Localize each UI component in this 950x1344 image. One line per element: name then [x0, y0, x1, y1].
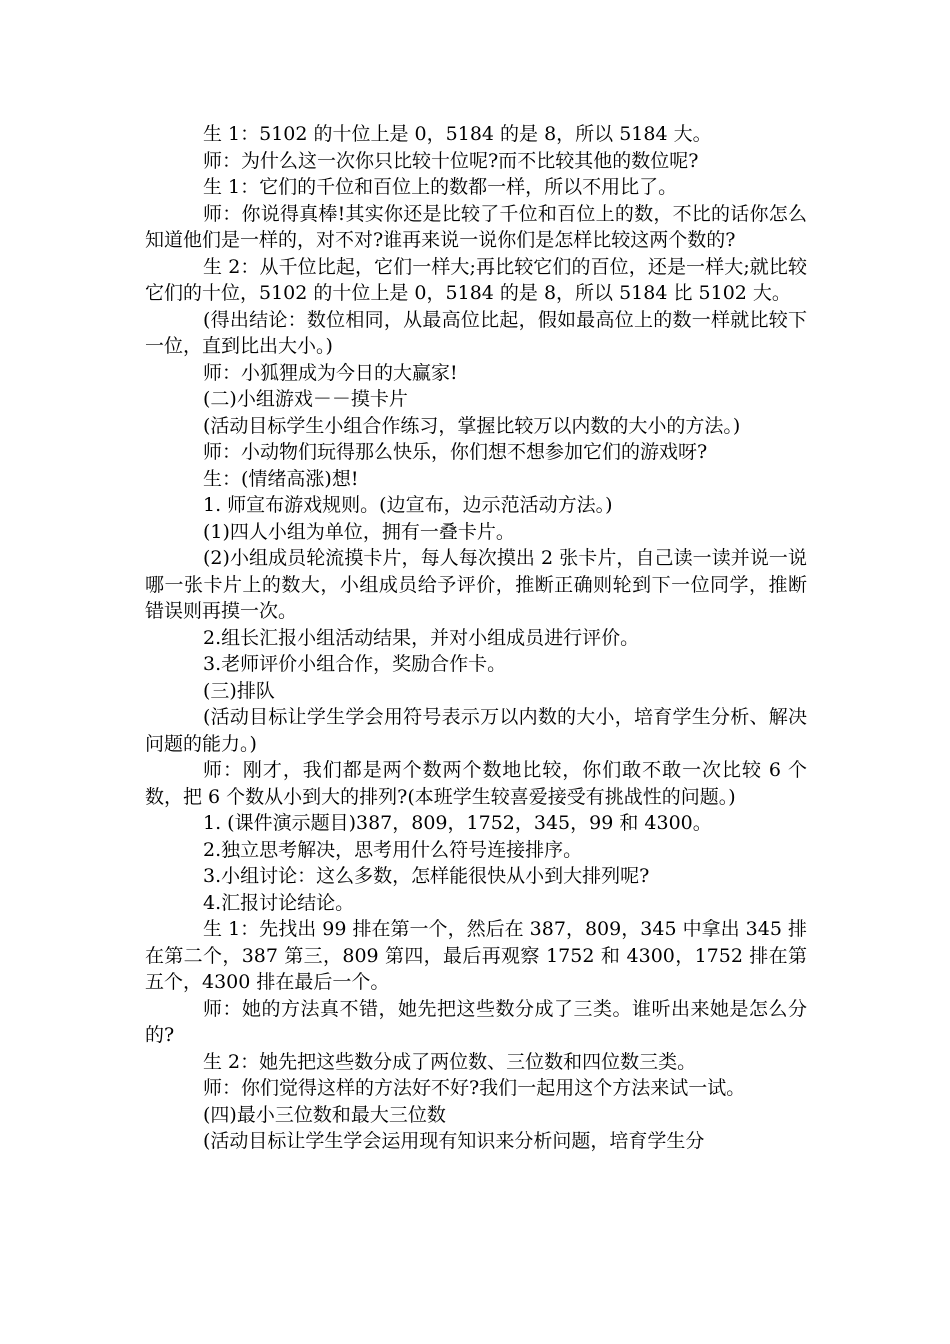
paragraph: 生 1：先找出 99 排在第一个，然后在 387，809，345 中拿出 345 排在第二个，387 第三，809 第四，最后再观察 1752 和 4300，1752 排在第五个，4300 排在最后一个。: [145, 918, 807, 993]
paragraph: 师：小狐狸成为今日的大赢家!: [203, 361, 458, 384]
list-item: 3.老师评价小组合作，奖励合作卡。: [203, 653, 507, 675]
paragraph: 师：小动物们玩得那么快乐，你们想不想参加它们的游戏呀?: [203, 441, 708, 463]
paragraph: 师：你说得真棒!其实你还是比较了千位和百位上的数，不比的话你怎么知道他们是一样的，对不对?谁再来说一说你们是怎样比较这两个数的?: [145, 202, 807, 251]
list-item: 1. (课件演示题目)387，809，1752，345，99 和 4300。: [203, 812, 712, 834]
list-item: 3.小组讨论：这么多数，怎样能很快从小到大排列呢?: [203, 865, 650, 887]
section-heading: (三)排队: [203, 679, 275, 702]
paragraph: 生：(情绪高涨)想!: [203, 467, 359, 490]
list-item: (1)四人小组为单位，拥有一叠卡片。: [203, 520, 515, 543]
paragraph: 师：为什么这一次你只比较十位呢?而不比较其他的数位呢?: [203, 149, 699, 172]
paragraph: 生 2：她先把这些数分成了两位数、三位数和四位数三类。: [203, 1050, 697, 1073]
paragraph: 师：你们觉得这样的方法好不好?我们一起用这个方法来试一试。: [203, 1077, 746, 1099]
list-item: (2)小组成员轮流摸卡片，每人每次摸出 2 张卡片，自己读一读并说一说哪一张卡片上的数大，小组成员给予评价，推断正确则轮到下一位同学，推断错误则再摸一次。: [145, 547, 807, 622]
paragraph: (活动目标学生小组合作练习，掌握比较万以内数的大小的方法。): [203, 414, 741, 437]
section-heading: (二)小组游戏－－摸卡片: [203, 388, 408, 410]
paragraph: (得出结论：数位相同，从最高位比起，假如最高位上的数一样就比较下一位，直到比出大小。): [145, 308, 807, 357]
paragraph: 师：刚才，我们都是两个数两个数地比较，你们敢不敢一次比较 6 个数，把 6 个数从小到大的排列?(本班学生较喜爱接受有挑战性的问题。): [145, 759, 807, 808]
paragraph: 生 1：它们的千位和百位上的数都一样，所以不用比了。: [203, 176, 678, 198]
paragraph: (活动目标让学生学会用符号表示万以内数的大小，培育学生分析、解决问题的能力。): [145, 706, 807, 755]
paragraph: (活动目标让学生学会运用现有知识来分析问题，培育学生分: [203, 1130, 705, 1152]
list-item: 2.组长汇报小组活动结果，并对小组成员进行评价。: [203, 626, 640, 649]
list-item: 2.独立思考解决，思考用什么符号连接排序。: [203, 838, 583, 861]
list-item: 1. 师宣布游戏规则。(边宣布，边示范活动方法。): [203, 494, 613, 516]
section-heading: (四)最小三位数和最大三位数: [203, 1103, 446, 1126]
paragraph: 生 1：5102 的十位上是 0，5184 的是 8，所以 5184 大。: [203, 123, 712, 145]
paragraph: 师：她的方法真不错，她先把这些数分成了三类。谁听出来她是怎么分的?: [145, 997, 807, 1046]
list-item: 4.汇报讨论结论。: [203, 891, 355, 914]
paragraph: 生 2：从千位比起，它们一样大;再比较它们的百位，还是一样大;就比较它们的十位，5102 的十位上是 0，5184 的是 8，所以 5184 比 5102 大。: [145, 255, 807, 304]
document-body: [145, 121, 807, 1155]
